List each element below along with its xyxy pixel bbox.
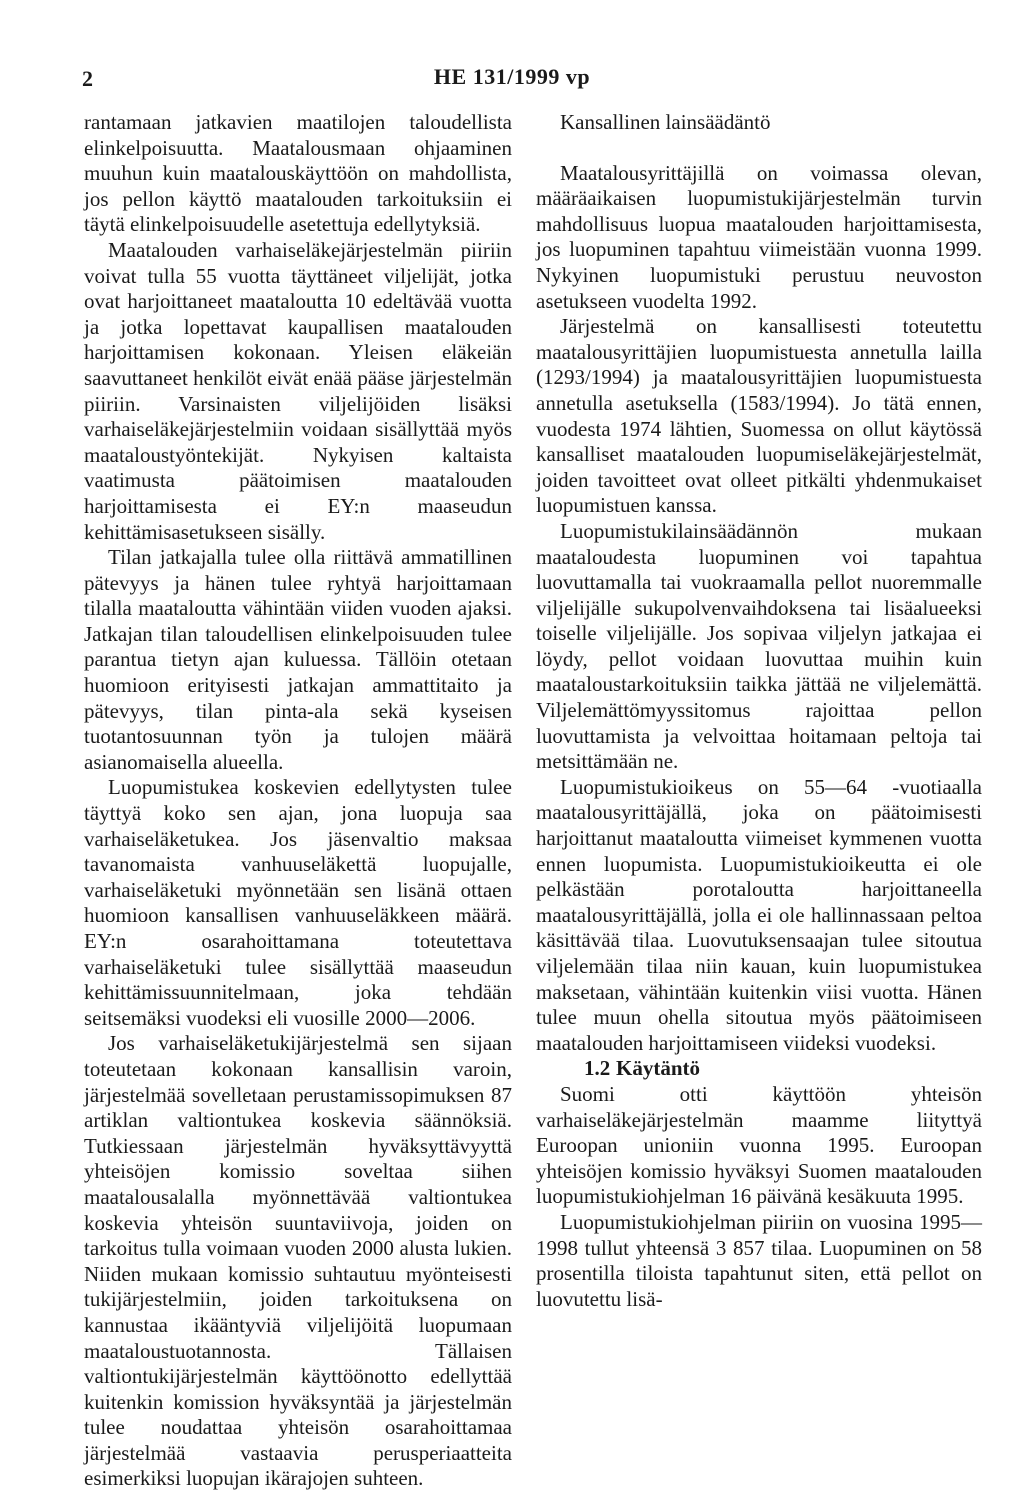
section-heading: Kansallinen lainsäädäntö [560,110,771,134]
paragraph: Luopumistukea koskevien edellytysten tulee täyttyä koko sen ajan, jona luopuja saa varhaiseläketukea. Jos jäsenvaltio maksaa tavanomaista vanhuuseläkettä luopujalle, varhaiseläketuki myönnetään sen lisänä ottaen huomioon kansallisen vanhuuseläkkeen määrä. EY:n osarahoittamana toteutettava varhaiseläketuki tulee sisällyttää maaseudun kehittämissuunnitelmaan, joka tehdään seitsemäksi vuodeksi eli vuosille 2000—2006. [84,775,512,1030]
left-column [84,110,512,1492]
paragraph: Suomi otti käyttöön yhteisön varhaiseläkejärjestelmän maamme liityttyä Euroopan unioniin vuonna 1995. Euroopan yhteisöjen komissio hyväksyi Suomen maatalouden luopumistukiohjelman 16 päivänä kesäkuuta 1995. [536,1081,982,1209]
subsection-heading [536,1056,982,1082]
paragraph: rantamaan jatkavien maatilojen taloudellista elinkelpoisuutta. Maatalousmaan ohjaaminen muuhun kuin maatalouskäyttöön on mahdollista, jos pellon käyttö maatalouden tarkoituksiin ei täytä elinkelpoisuudelle asetettuja edellytyksiä. [84,110,512,237]
document-id: HE 131/1999 vp [433,64,591,89]
right-column [536,110,982,1312]
subsection-number: 1.2 [584,1056,611,1081]
subsection-title: Käytäntö [616,1056,700,1081]
paragraph: Luopumistukilainsäädännön mukaan maataloudesta luopuminen voi tapahtua luovuttamalla tai vuokraamalla pellot nuoremmalle viljelijälle sukupolvenvaihdoksena tai lisäalueeksi toiselle viljelijälle. Jos sopivaa viljelyn jatkajaa ei löydy, pellot voidaan luovuttaa muihin kuin maataloustarkoituksiin taikka jättää ne viljelemättä. Viljelemättömyyssitomus rajoittaa pellon luovuttamista ja velvoittaa hoitamaan peltoja tai metsittämään ne. [536,518,982,774]
page-number: 2 [82,66,93,91]
paragraph: Luopumistukiohjelman piiriin on vuosina 1995—1998 tullut yhteensä 3 857 tilaa. Luopuminen on 58 prosentilla tiloista tapahtunut siten, että pellot on luovutettu lisä- [536,1209,982,1311]
paragraph: Jos varhaiseläketukijärjestelmä sen sijaan toteutetaan kokonaan kansallisin varoin, järjestelmää sovelletaan perustamissopimuksen 87 artiklan valtiontukea koskevia säännöksiä. Tutkiessaan järjestelmän hyväksyttävyyttä yhteisöjen komissio soveltaa siihen maatalousalalla myönnettävää valtiontukea koskevia yhteisön suuntaviivoja, joiden on tarkoitus tulla voimaan vuoden 2000 alusta lukien. Niiden mukaan komissio suhtautuu myönteisesti tukijärjestelmiin, joiden tarkoituksena on kannustaa ikääntyviä viljelijöitä luopumaan maataloustuotannosta. Tällaisen valtiontukijärjestelmän käyttöönotto edellyttää kuitenkin komission hyväksyntää ja järjestelmän tulee noudattaa yhteisön osarahoittamaa järjestelmää vastaavia perusperiaatteita esimerkiksi luopujan ikärajojen suhteen. [84,1031,512,1491]
paragraph: Luopumistukioikeus on 55—64 -vuotiaalla maatalousyrittäjällä, joka on päätoimisesti harjoittanut maataloutta viimeiset kymmenen vuotta ennen luopumista. Luopumistukioikeutta ei ole pelkästään porotaloutta harjoittaneella maatalousyrittäjällä, jolla ei ole hallinnassaan peltoa käsittävää tilaa. Luovutuksensaajan tulee sitoutua viljelemään tilaa niin kauan, kuin luopumistukea maksetaan, vähintään kuitenkin viisi vuotta. Hänen tulee muun ohella sitoutua myös päätoimiseen maatalouden harjoittamiseen viideksi vuodeksi. [536,774,982,1055]
paragraph: Maatalouden varhaiseläkejärjestelmän piiriin voivat tulla 55 vuotta täyttäneet viljelijät, jotka ovat harjoittaneet maataloutta 10 edeltävää vuotta ja jotka lopettavat kaupallisen maatalouden harjoittamisen kokonaan. Yleisen eläkeiän saavuttaneet henkilöt eivät enää pääse järjestelmän piiriin. Varsinaisten viljelijöiden lisäksi varhaiseläkejärjestelmiin voidaan sisällyttää myös maataloustyöntekijät. Nykyisen kaltaista vaatimusta päätoimisen maatalouden harjoittamisesta ei EY:n maaseudun kehittämisasetukseen sisälly. [84,237,512,544]
paragraph: Järjestelmä on kansallisesti toteutettu maatalousyrittäjien luopumistuesta annetulla lailla (1293/1994) ja maatalousyrittäjien luopumistuesta annetulla asetuksella (1583/1994). Jo tätä ennen, vuodesta 1974 lähtien, Suomessa on ollut käytössä kansalliset maatalouden luopumiseläkejärjestelmät, joiden tavoitteet ovat olleet pitkälti yhdenmukaiset luopumistuen kanssa. [536,314,982,518]
paragraph: Tilan jatkajalla tulee olla riittävä ammatillinen pätevyys ja hänen tulee ryhtyä harjoittamaan tilalla maataloutta vähintään viiden vuoden ajaksi. Jatkajan tilan taloudellisen elinkelpoisuuden tulee parantua tietyn ajan kuluessa. Tällöin otetaan huomioon erityisesti jatkajan ammattitaito ja pätevyys, tilan pinta-ala sekä kyseisen tuotantosuunnan työn ja tulojen määrä asianomaisella alueella. [84,545,512,774]
paragraph: Maatalousyrittäjillä on voimassa olevan, määräaikaisen luopumistukijärjestelmän turvin mahdollisuus luopua maatalouden harjoittamisesta, jos luopuminen tapahtuu viimeistään vuonna 1999. Nykyinen luopumistuki perustuu neuvoston asetukseen vuodelta 1992. [536,160,982,313]
